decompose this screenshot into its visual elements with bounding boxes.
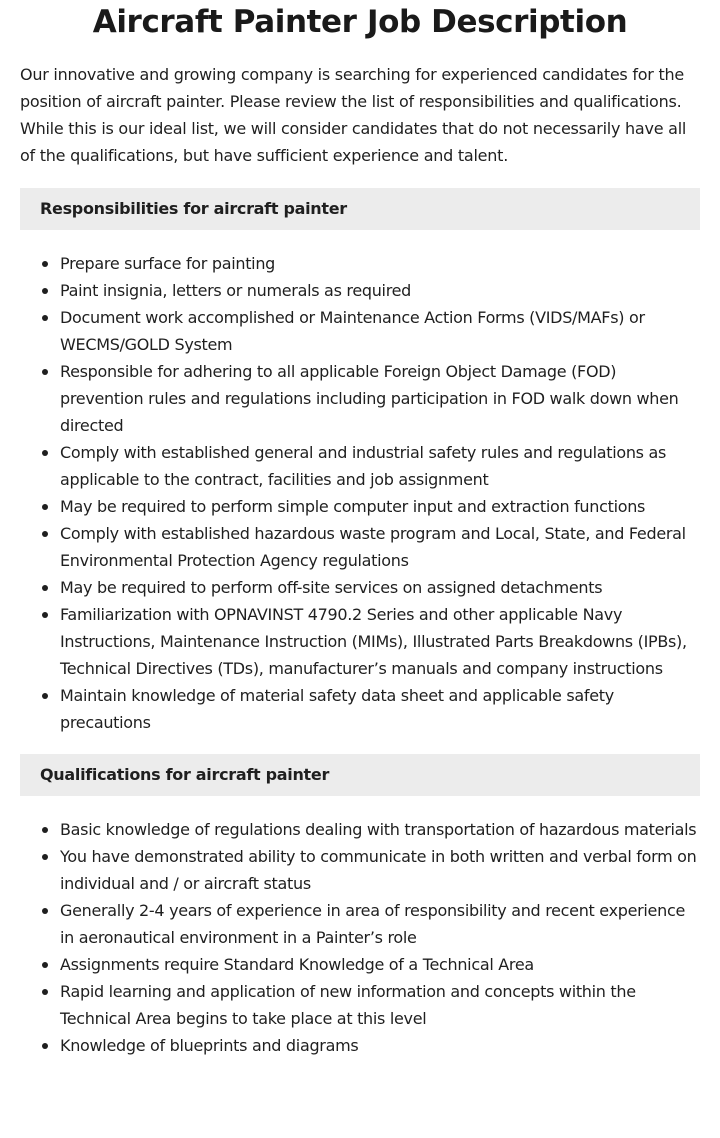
bullet-icon	[42, 369, 48, 375]
bullet-icon	[42, 450, 48, 456]
responsibility-item	[20, 601, 700, 682]
responsibility-text: May be required to perform simple computer input and extraction functions	[60, 497, 646, 516]
qualifications-list	[20, 816, 700, 1059]
qualification-item	[20, 951, 700, 978]
bullet-icon	[42, 854, 48, 860]
responsibility-item	[20, 277, 700, 304]
qualification-text: Knowledge of blueprints and diagrams	[60, 1036, 359, 1055]
responsibility-text: Document work accomplished or Maintenance Action Forms (VIDS/MAFs) or WECMS/GOLD System	[60, 308, 645, 354]
page-title: Aircraft Painter Job Description	[92, 4, 628, 40]
responsibility-item	[20, 439, 700, 493]
qualification-item	[20, 1032, 700, 1059]
bullet-icon	[42, 908, 48, 914]
responsibility-item	[20, 682, 700, 736]
qualification-text: Rapid learning and application of new information and concepts within the Technical Area begins to take place at this level	[60, 982, 636, 1028]
bullet-icon	[42, 1043, 48, 1049]
bullet-icon	[42, 612, 48, 618]
responsibility-text: Responsible for adhering to all applicable Foreign Object Damage (FOD) prevention rules and regulations including participation in FOD walk down when directed	[60, 362, 679, 435]
qualification-item	[20, 978, 700, 1032]
responsibility-item	[20, 304, 700, 358]
responsibility-text: Familiarization with OPNAVINST 4790.2 Series and other applicable Navy Instructions, Maintenance Instruction (MIMs), Illustrated Parts Breakdowns (IPBs), Technical Directives (TDs), manufacturer’s manuals and company instructions	[60, 605, 687, 678]
responsibility-text: Comply with established hazardous waste program and Local, State, and Federal Environmental Protection Agency regulations	[60, 524, 686, 570]
responsibility-item	[20, 358, 700, 439]
responsibility-text: Maintain knowledge of material safety data sheet and applicable safety precautions	[60, 686, 614, 732]
bullet-icon	[42, 693, 48, 699]
responsibility-text: May be required to perform off-site services on assigned detachments	[60, 578, 603, 597]
qualification-item	[20, 843, 700, 897]
bullet-icon	[42, 288, 48, 294]
responsibilities-list	[20, 250, 700, 736]
responsibility-item	[20, 574, 700, 601]
qualification-item	[20, 897, 700, 951]
responsibilities-heading: Responsibilities for aircraft painter	[20, 188, 700, 230]
responsibility-item	[20, 250, 700, 277]
responsibility-item	[20, 520, 700, 574]
qualification-text: Basic knowledge of regulations dealing with transportation of hazardous materials	[60, 820, 697, 839]
responsibility-text: Paint insignia, letters or numerals as required	[60, 281, 412, 300]
responsibility-item	[20, 493, 700, 520]
bullet-icon	[42, 827, 48, 833]
bullet-icon	[42, 315, 48, 321]
qualification-text: You have demonstrated ability to communicate in both written and verbal form on individual and / or aircraft status	[60, 847, 697, 893]
qualification-item	[20, 816, 700, 843]
qualifications-heading: Qualifications for aircraft painter	[20, 754, 700, 796]
responsibility-text: Comply with established general and industrial safety rules and regulations as applicable to the contract, facilities and job assignment	[60, 443, 667, 489]
qualification-text: Assignments require Standard Knowledge of a Technical Area	[60, 955, 534, 974]
bullet-icon	[42, 585, 48, 591]
intro-paragraph: Our innovative and growing company is searching for experienced candidates for the position of aircraft painter. Please review the list of responsibilities and qualifications. While this is our ideal list, we will consider candidates that do not necessarily have all of the qualifications, but have sufficient experience and talent.	[20, 65, 687, 165]
bullet-icon	[42, 531, 48, 537]
responsibility-text: Prepare surface for painting	[60, 254, 276, 273]
bullet-icon	[42, 989, 48, 995]
bullet-icon	[42, 504, 48, 510]
qualification-text: Generally 2-4 years of experience in area of responsibility and recent experience in aeronautical environment in a Painter’s role	[60, 901, 685, 947]
bullet-icon	[42, 962, 48, 968]
bullet-icon	[42, 261, 48, 267]
